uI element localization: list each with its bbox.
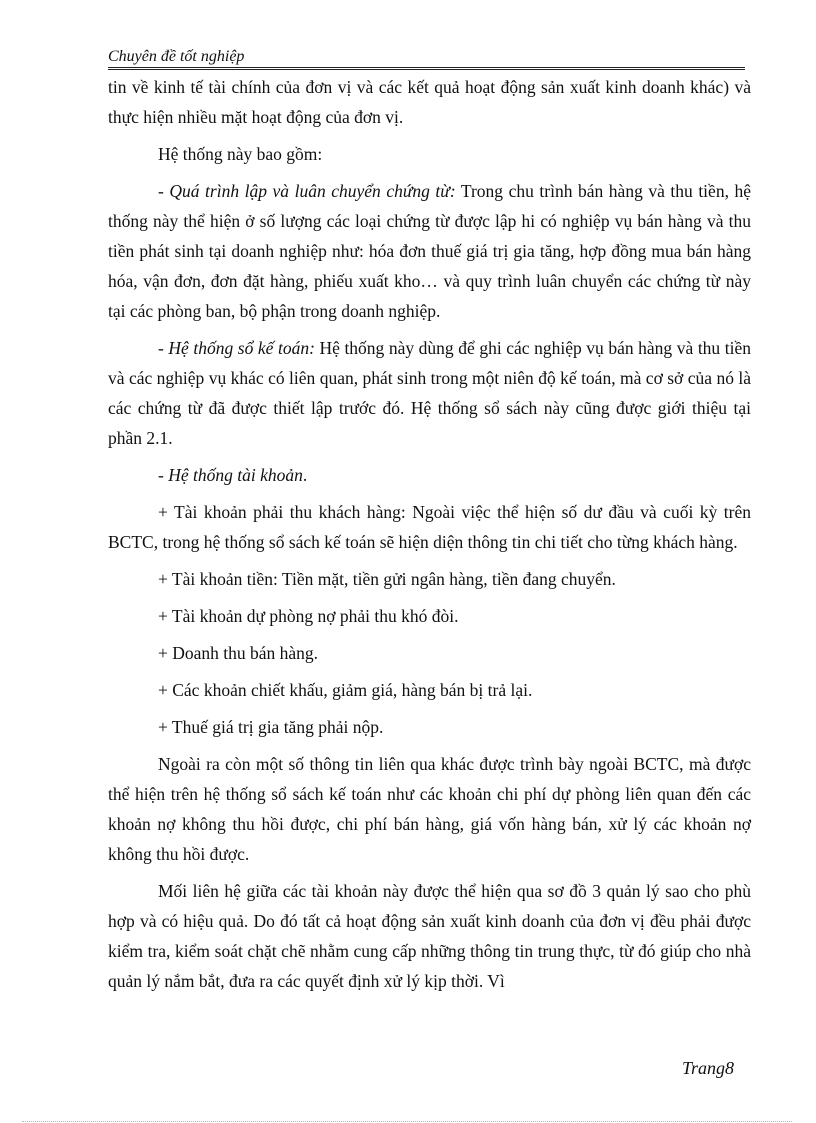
- paragraph-receivables: + Tài khoản phải thu khách hàng: Ngoài việc thể hiện số dư đầu và cuối kỳ trên BCTC, trong hệ thống sổ sách kế toán sẽ hiện diện thông tin chi tiết cho từng khách hàng.: [108, 502, 751, 552]
- page-footer: [682, 1058, 734, 1079]
- paragraph-continuation: tin về kinh tế tài chính của đơn vị và các kết quả hoạt động sản xuất kinh doanh khác) và thực hiện nhiều mặt hoạt động của đơn vị.: [108, 77, 751, 127]
- list-item-cash: + Tài khoản tiền: Tiền mặt, tiền gửi ngân hàng, tiền đang chuyển.: [158, 569, 616, 589]
- documents-text: Trong chu trình bán hàng và thu tiền, hệ thống này thể hiện ở số lượng các loại chứng từ được lập hi có nghiệp vụ bán hàng và thu tiền phát sinh tại doanh nghiệp như: hóa đơn thuế giá trị gia tăng, hợp đồng mua bán hàng hóa, vận đơn, đơn đặt hàng, phiếu xuất kho… và quy trình luân chuyển các chứng từ này tại các phòng ban, bộ phận trong doanh nghiệp.: [108, 181, 751, 321]
- header-title: Chuyên đề tốt nghiệp: [108, 48, 245, 65]
- paragraph-intro: Hệ thống này bao gồm:: [158, 144, 323, 164]
- list-item-vat: + Thuế giá trị gia tăng phải nộp.: [158, 717, 384, 737]
- document-body: [108, 72, 751, 996]
- list-item-provision: + Tài khoản dự phòng nợ phải thu khó đòi.: [158, 606, 459, 626]
- paragraph-documents: [108, 176, 751, 326]
- page-number: 8: [725, 1058, 735, 1078]
- list-item-revenue: + Doanh thu bán hàng.: [158, 643, 319, 663]
- ledger-label: - Hệ thống sổ kế toán:: [158, 338, 315, 358]
- accounts-label: - Hệ thống tài khoản: [158, 465, 303, 485]
- paragraph-ledger: [108, 333, 751, 453]
- page-header: [108, 48, 745, 70]
- accounts-text: .: [302, 465, 308, 485]
- ledger-text: Hệ thống này dùng để ghi các nghiệp vụ bán hàng và thu tiền và các nghiệp vụ khác có liên quan, phát sinh trong một niên độ kế toán, mà cơ sở của nó là các chứng từ đã được thiết lập trước đó. Hệ thống sổ sách này cũng được giới thiệu tại phần 2.1.: [108, 338, 751, 448]
- paragraph-other-info: Ngoài ra còn một số thông tin liên qua khác được trình bày ngoài BCTC, mà được thể hiện trên hệ thống sổ sách kế toán như các khoản chi phí dự phòng liên quan đến các khoản nợ không thu hồi được, chi phí bán hàng, giá vốn hàng bán, xử lý các khoản nợ không thu hồi được.: [108, 754, 751, 864]
- list-item-discounts: + Các khoản chiết khấu, giảm giá, hàng bán bị trả lại.: [158, 680, 533, 700]
- page-bottom-divider: [22, 1121, 792, 1122]
- documents-label: - Quá trình lập và luân chuyển chứng từ:: [158, 181, 456, 201]
- paragraph-accounts: [108, 460, 751, 490]
- page-label: Trang: [682, 1058, 726, 1078]
- paragraph-relationship: Mối liên hệ giữa các tài khoản này được thể hiện qua sơ đồ 3 quản lý sao cho phù hợp và có hiệu quả. Do đó tất cả hoạt động sản xuất kinh doanh của đơn vị đều phải được kiểm tra, kiểm soát chặt chẽ nhằm cung cấp những thông tin trung thực, từ đó giúp cho nhà quản lý nắm bắt, đưa ra các quyết định xử lý kịp thời. Vì: [108, 881, 751, 991]
